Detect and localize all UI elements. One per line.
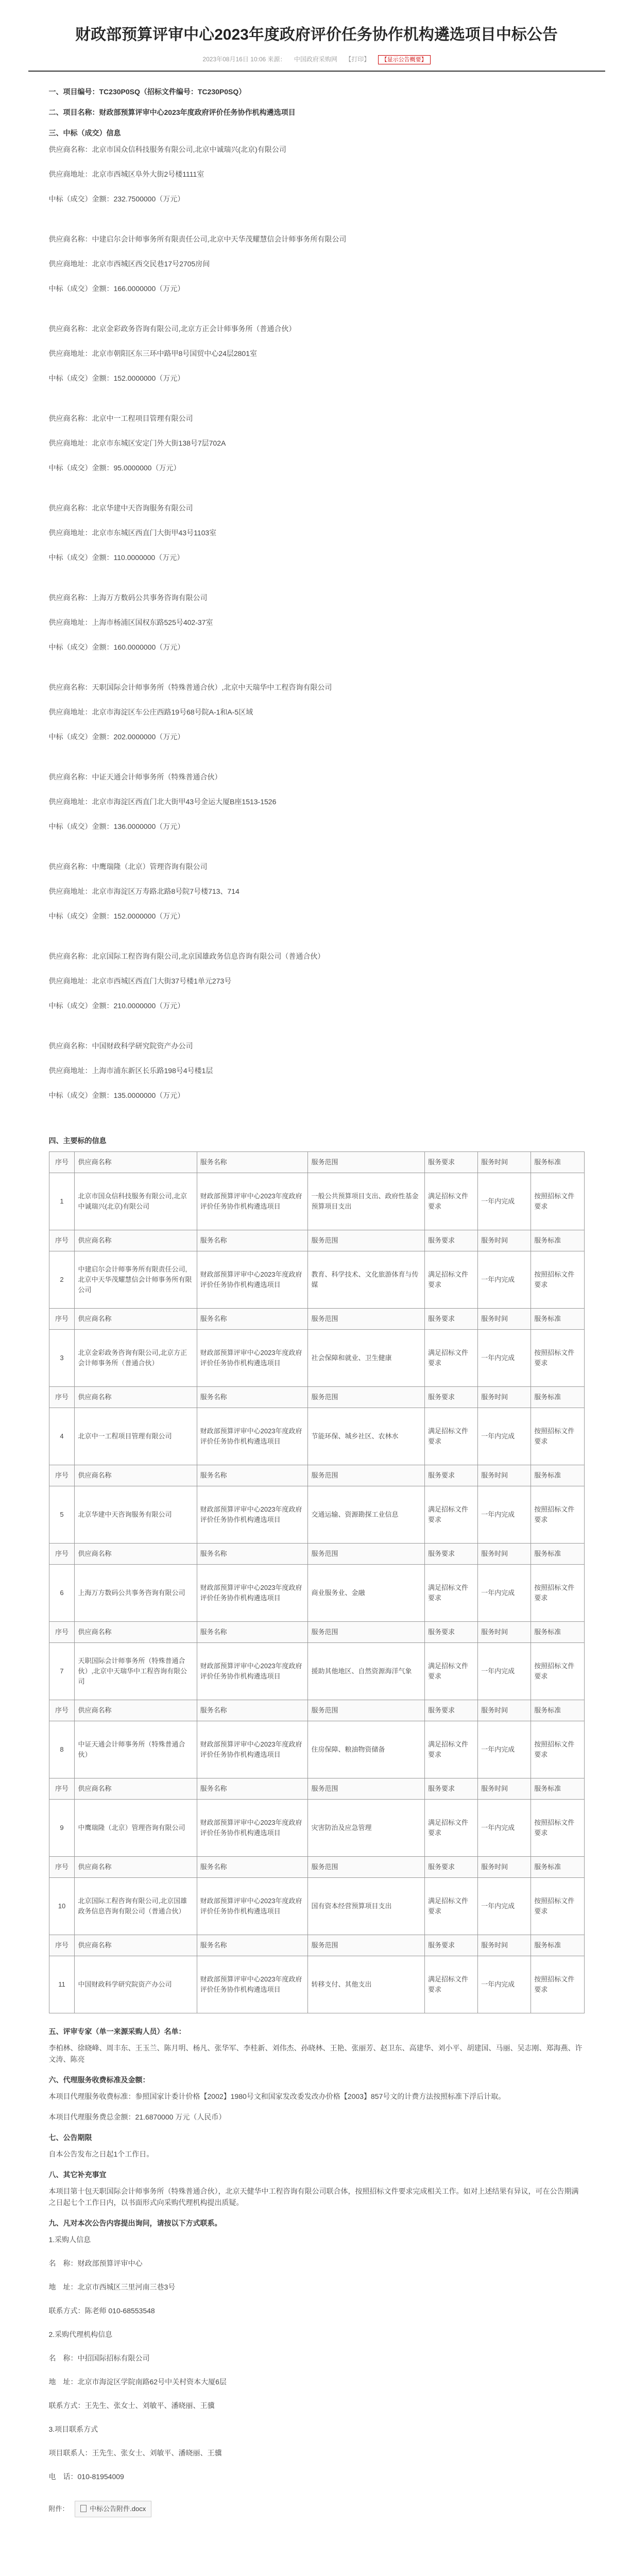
- header-cell: 供应商名称: [75, 1387, 197, 1408]
- header-cell: 序号: [49, 1935, 75, 1956]
- package-amount: 中标（成交）金额：152.0000000（万元）: [48, 374, 185, 382]
- purchaser-heading: 1.采购人信息: [48, 2235, 91, 2244]
- header-cell: 服务标准: [531, 1152, 584, 1173]
- title-divider: [28, 71, 605, 72]
- purchaser-address: 地 址：北京市西城区三里河南三巷3号: [48, 2283, 176, 2291]
- header-cell: 服务范围: [308, 1700, 425, 1721]
- cell-scope: 灾害防治及应急管理: [308, 1800, 425, 1857]
- header-cell: 供应商名称: [75, 1622, 197, 1643]
- package-address: 供应商地址：北京市东城区西直门大街甲43号1103室: [48, 529, 217, 537]
- header-cell: 序号: [49, 1230, 75, 1251]
- header-cell: 服务范围: [308, 1387, 425, 1408]
- header-cell: 序号: [49, 1544, 75, 1565]
- document-icon: [80, 2505, 87, 2512]
- package-spacer: [49, 577, 585, 588]
- award-package: [49, 861, 585, 946]
- package-spacer: [49, 487, 585, 498]
- cell-service: 财政部预算评审中心2023年度政府评价任务协作机构遴选项目: [197, 1486, 308, 1544]
- print-link[interactable]: 【打印】: [345, 56, 370, 63]
- header-cell: 服务范围: [308, 1622, 425, 1643]
- header-cell: 服务时间: [478, 1387, 531, 1408]
- package-address: 供应商地址：上海市杨浦区国权东路525号402-37室: [48, 618, 213, 626]
- header-cell: 供应商名称: [75, 1309, 197, 1330]
- cell-service: 财政部预算评审中心2023年度政府评价任务协作机构遴选项目: [197, 1565, 308, 1622]
- purchaser-name: 名 称：财政部预算评审中心: [48, 2259, 143, 2267]
- award-package: [49, 771, 585, 857]
- header-cell: 服务名称: [197, 1465, 308, 1486]
- table-header-row: [49, 1230, 584, 1251]
- header-cell: 服务名称: [197, 1778, 308, 1800]
- award-list: [49, 144, 585, 1126]
- header-cell: 服务名称: [197, 1387, 308, 1408]
- section-other-matters: 八、其它补充事宜: [48, 2171, 107, 2179]
- header-cell: 服务标准: [531, 1465, 584, 1486]
- cell-idx: 2: [49, 1251, 75, 1309]
- header-cell: 供应商名称: [75, 1857, 197, 1878]
- header-cell: 服务范围: [308, 1544, 425, 1565]
- announcement-body: [28, 86, 605, 2517]
- package-supplier: 供应商名称：北京中一工程项目管理有限公司: [48, 414, 193, 422]
- cell-name: 北京国际工程咨询有限公司,北京国雄政务信息咨询有限公司（普通合伙）: [75, 1878, 197, 1935]
- award-package: [49, 682, 585, 767]
- table-header-row: [49, 1544, 584, 1565]
- award-package: [49, 1040, 585, 1126]
- section-notice-period: 七、公告期限: [48, 2133, 92, 2142]
- cell-name: 中国财政科学研究院资产办公司: [75, 1956, 197, 2013]
- header-cell: 供应商名称: [75, 1544, 197, 1565]
- table-row: [49, 1330, 584, 1387]
- header-cell: 服务标准: [531, 1935, 584, 1956]
- cell-time: 一年内完成: [478, 1330, 531, 1387]
- publish-date: 2023年08月16日 10:06 来源：: [202, 56, 286, 63]
- attachment-label: 附件：: [48, 2505, 69, 2513]
- package-supplier: 供应商名称：上海万方数码公共事务咨询有限公司: [48, 594, 208, 602]
- table-row: [49, 1643, 584, 1700]
- award-package: [49, 502, 585, 588]
- header-cell: 序号: [49, 1778, 75, 1800]
- attachment-link[interactable]: [75, 2501, 151, 2517]
- section-main-items: 四、主要标的信息: [48, 1137, 107, 1145]
- table-header-row: [49, 1465, 584, 1486]
- cell-name: 中证天通会计师事务所（特殊普通合伙）: [75, 1721, 197, 1778]
- package-amount: 中标（成交）金额：136.0000000（万元）: [48, 822, 185, 831]
- project-contact-phone: 电 话：010-81954009: [48, 2472, 124, 2481]
- header-cell: 服务要求: [425, 1700, 478, 1721]
- cell-name: 北京中一工程项目管理有限公司: [75, 1408, 197, 1465]
- package-amount: 中标（成交）金额：202.0000000（万元）: [48, 733, 185, 741]
- cell-service: 财政部预算评审中心2023年度政府评价任务协作机构遴选项目: [197, 1878, 308, 1935]
- table-row: [49, 1956, 584, 2013]
- cell-scope: 住房保障、粮油物资储备: [308, 1721, 425, 1778]
- cell-name: 上海万方数码公共事务咨询有限公司: [75, 1565, 197, 1622]
- package-amount: 中标（成交）金额：232.7500000（万元）: [48, 195, 185, 203]
- agency-heading: 2.采购代理机构信息: [48, 2330, 113, 2338]
- header-cell: 服务时间: [478, 1465, 531, 1486]
- agency-phone: 联系方式：王先生、张女士、刘敏平、潘晓丽、王骥: [48, 2401, 215, 2410]
- header-cell: 供应商名称: [75, 1778, 197, 1800]
- cell-service: 财政部预算评审中心2023年度政府评价任务协作机构遴选项目: [197, 1956, 308, 2013]
- cell-service: 财政部预算评审中心2023年度政府评价任务协作机构遴选项目: [197, 1251, 308, 1309]
- table-header-row: [49, 1387, 584, 1408]
- cell-req: 满足招标文件要求: [425, 1643, 478, 1700]
- package-supplier: 供应商名称：北京国际工程咨询有限公司,北京国雄政务信息咨询有限公司（普通合伙）: [48, 952, 325, 960]
- header-cell: 供应商名称: [75, 1465, 197, 1486]
- table-row: [49, 1408, 584, 1465]
- table-header-row: [49, 1622, 584, 1643]
- package-spacer: [49, 218, 585, 229]
- project-contact-heading: 3.项目联系方式: [48, 2425, 98, 2433]
- cell-scope: 转移支付、其他支出: [308, 1956, 425, 2013]
- package-supplier: 供应商名称：北京金彩政务咨询有限公司,北京方正会计师事务所（普通合伙）: [48, 325, 296, 333]
- cell-scope: 交通运输、资源勘探工业信息: [308, 1486, 425, 1544]
- header-cell: 服务时间: [478, 1857, 531, 1878]
- package-supplier: 供应商名称：中证天通会计师事务所（特殊普通合伙）: [48, 773, 222, 781]
- header-cell: 序号: [49, 1700, 75, 1721]
- cell-req: 满足招标文件要求: [425, 1565, 478, 1622]
- project-contact-name: 项目联系人：王先生、张女士、刘敏平、潘晓丽、王骥: [48, 2449, 222, 2457]
- header-cell: 序号: [49, 1622, 75, 1643]
- package-supplier: 供应商名称：北京市国众信科技服务有限公司,北京中诚瑞兴(北京)有限公司: [48, 145, 286, 154]
- header-cell: 序号: [49, 1387, 75, 1408]
- section-experts: 五、评审专家（单一来源采购人员）名单：: [48, 2027, 186, 2036]
- cell-name: 北京金彩政务咨询有限公司,北京方正会计师事务所（普通合伙）: [75, 1330, 197, 1387]
- header-cell: 服务范围: [308, 1857, 425, 1878]
- header-cell: 服务标准: [531, 1387, 584, 1408]
- header-cell: 服务时间: [478, 1152, 531, 1173]
- header-cell: 服务标准: [531, 1309, 584, 1330]
- package-amount: 中标（成交）金额：95.0000000（万元）: [48, 464, 181, 472]
- package-supplier: 供应商名称：天职国际会计师事务所（特殊普通合伙）,北京中天瑞华中工程咨询有限公司: [48, 683, 332, 691]
- header-cell: 服务要求: [425, 1935, 478, 1956]
- cell-scope: 援助其他地区、自然资源海洋气象: [308, 1643, 425, 1700]
- header-cell: 服务要求: [425, 1152, 478, 1173]
- cell-idx: 10: [49, 1878, 75, 1935]
- header-cell: 服务标准: [531, 1700, 584, 1721]
- package-address: 供应商地址：北京市海淀区西直门北大街甲43号金运大厦B座1513-1526: [48, 798, 277, 806]
- package-amount: 中标（成交）金额：166.0000000（万元）: [48, 284, 185, 293]
- header-cell: 序号: [49, 1465, 75, 1486]
- cell-time: 一年内完成: [478, 1565, 531, 1622]
- package-spacer: [49, 935, 585, 946]
- cell-time: 一年内完成: [478, 1956, 531, 2013]
- purchaser-phone: 联系方式：陈老师 010-68553548: [48, 2307, 155, 2315]
- project-name: 二、项目名称：财政部预算评审中心2023年度政府评价任务协作机构遴选项目: [48, 108, 296, 116]
- cell-scope: 一般公共预算项目支出、政府性基金预算项目支出: [308, 1173, 425, 1230]
- package-address: 供应商地址：北京市海淀区万寿路北路8号院7号楼713、714: [48, 887, 239, 895]
- header-cell: 服务时间: [478, 1700, 531, 1721]
- package-address: 供应商地址：北京市西城区西直门大街37号楼1单元273号: [48, 977, 232, 985]
- package-spacer: [49, 666, 585, 677]
- package-address: 供应商地址：北京市朝阳区东三环中路甲8号国贸中心24层2801室: [48, 349, 258, 358]
- header-cell: 服务名称: [197, 1935, 308, 1956]
- section-award-info: 三、中标（成交）信息: [48, 129, 121, 137]
- cell-service: 财政部预算评审中心2023年度政府评价任务协作机构遴选项目: [197, 1330, 308, 1387]
- section-contact: 九、凡对本次公告内容提出询问，请按以下方式联系。: [48, 2219, 222, 2227]
- other-matters: 本项目第十包天职国际会计师事务所（特殊普通合伙），北京天健华中工程咨询有限公司联合体，按照招标文件要求完成相关工作。如对上述结果有异议，可在公告期满之日起七个工作日内，以书面形式向采购代理机构提出质疑。: [48, 2187, 579, 2207]
- cell-scope: 国有资本经营预算项目支出: [308, 1878, 425, 1935]
- header-cell: 服务名称: [197, 1230, 308, 1251]
- table-row: [49, 1721, 584, 1778]
- cell-std: 按照招标文件要求: [531, 1408, 584, 1465]
- table-row: [49, 1173, 584, 1230]
- package-spacer: [49, 1114, 585, 1126]
- package-amount: 中标（成交）金额：210.0000000（万元）: [48, 1002, 185, 1010]
- notice-period: 自本公告发布之日起1个工作日。: [48, 2150, 154, 2158]
- header-cell: 服务名称: [197, 1152, 308, 1173]
- cell-req: 满足招标文件要求: [425, 1721, 478, 1778]
- cell-std: 按照招标文件要求: [531, 1800, 584, 1857]
- header-cell: 服务标准: [531, 1622, 584, 1643]
- package-amount: 中标（成交）金额：160.0000000（万元）: [48, 643, 185, 651]
- package-spacer: [49, 756, 585, 767]
- cell-time: 一年内完成: [478, 1408, 531, 1465]
- award-package: [49, 323, 585, 409]
- header-cell: 服务时间: [478, 1309, 531, 1330]
- header-cell: 服务名称: [197, 1700, 308, 1721]
- header-cell: 服务名称: [197, 1309, 308, 1330]
- header-cell: 服务标准: [531, 1778, 584, 1800]
- header-cell: 服务范围: [308, 1465, 425, 1486]
- meta-bar: [28, 55, 605, 64]
- package-amount: 中标（成交）金额：135.0000000（万元）: [48, 1091, 185, 1099]
- table-header-row: [49, 1152, 584, 1173]
- header-cell: 供应商名称: [75, 1700, 197, 1721]
- table-row: [49, 1251, 584, 1309]
- cell-scope: 商业服务业、金融: [308, 1565, 425, 1622]
- header-cell: 服务名称: [197, 1622, 308, 1643]
- header-cell: 服务标准: [531, 1230, 584, 1251]
- header-cell: 服务要求: [425, 1309, 478, 1330]
- header-cell: 服务要求: [425, 1622, 478, 1643]
- cell-std: 按照招标文件要求: [531, 1565, 584, 1622]
- cell-std: 按照招标文件要求: [531, 1251, 584, 1309]
- header-cell: 序号: [49, 1309, 75, 1330]
- package-amount: 中标（成交）金额：152.0000000（万元）: [48, 912, 185, 920]
- award-package: [49, 233, 585, 319]
- cell-req: 满足招标文件要求: [425, 1956, 478, 2013]
- header-cell: 服务时间: [478, 1935, 531, 1956]
- cell-scope: 社会保障和就业、卫生健康: [308, 1330, 425, 1387]
- cell-idx: 5: [49, 1486, 75, 1544]
- cell-req: 满足招标文件要求: [425, 1408, 478, 1465]
- cell-time: 一年内完成: [478, 1721, 531, 1778]
- cell-name: 天职国际会计师事务所（特殊普通合伙）,北京中天瑞华中工程咨询有限公司: [75, 1643, 197, 1700]
- cell-idx: 11: [49, 1956, 75, 2013]
- table-header-row: [49, 1857, 584, 1878]
- header-cell: 服务要求: [425, 1387, 478, 1408]
- cell-req: 满足招标文件要求: [425, 1800, 478, 1857]
- package-spacer: [49, 308, 585, 319]
- cell-req: 满足招标文件要求: [425, 1330, 478, 1387]
- cell-time: 一年内完成: [478, 1486, 531, 1544]
- cell-service: 财政部预算评审中心2023年度政府评价任务协作机构遴选项目: [197, 1643, 308, 1700]
- package-spacer: [49, 397, 585, 409]
- award-package: [49, 592, 585, 677]
- cell-idx: 3: [49, 1330, 75, 1387]
- header-cell: 服务要求: [425, 1857, 478, 1878]
- table-header-row: [49, 1778, 584, 1800]
- table-row: [49, 1800, 584, 1857]
- cell-std: 按照招标文件要求: [531, 1956, 584, 2013]
- cell-idx: 6: [49, 1565, 75, 1622]
- cell-time: 一年内完成: [478, 1173, 531, 1230]
- package-supplier: 供应商名称：中鹰瑞隆（北京）管理咨询有限公司: [48, 862, 208, 871]
- cell-std: 按照招标文件要求: [531, 1330, 584, 1387]
- package-supplier: 供应商名称：北京华建中天咨询服务有限公司: [48, 504, 193, 512]
- table-row: [49, 1565, 584, 1622]
- source-link[interactable]: 中国政府采购网: [294, 56, 337, 63]
- header-cell: 服务要求: [425, 1778, 478, 1800]
- package-address: 供应商地址：北京市海淀区车公庄西路19号68号院A-1和A-5区域: [48, 708, 253, 716]
- package-spacer: [49, 1025, 585, 1036]
- header-cell: 服务时间: [478, 1778, 531, 1800]
- header-cell: 服务要求: [425, 1465, 478, 1486]
- award-package: [49, 144, 585, 229]
- page: [28, 0, 605, 2517]
- page-title: 财政部预算评审中心2023年度政府评价任务协作机构遴选项目中标公告: [75, 26, 558, 43]
- cell-req: 满足招标文件要求: [425, 1173, 478, 1230]
- package-supplier: 供应商名称：中建启尔会计师事务所有限责任公司,北京中天华茂耀慧信会计师事务所有限公司: [48, 235, 347, 243]
- header-cell: 序号: [49, 1152, 75, 1173]
- header-cell: 服务标准: [531, 1544, 584, 1565]
- package-supplier: 供应商名称：中国财政科学研究院资产办公司: [48, 1042, 193, 1050]
- package-address: 供应商地址：北京市西城区阜外大街2号楼1111室: [48, 170, 204, 178]
- cell-req: 满足招标文件要求: [425, 1251, 478, 1309]
- cell-service: 财政部预算评审中心2023年度政府评价任务协作机构遴选项目: [197, 1408, 308, 1465]
- table-row: [49, 1486, 584, 1544]
- fee-amount: 本项目代理服务费总金额：21.6870000 万元（人民币）: [48, 2113, 226, 2121]
- header-cell: 服务范围: [308, 1309, 425, 1330]
- cell-name: 中建启尔会计师事务所有限责任公司,北京中天华茂耀慧信会计师事务所有限公司: [75, 1251, 197, 1309]
- main-items-table: [49, 1151, 585, 2013]
- header-cell: 服务标准: [531, 1857, 584, 1878]
- table-header-row: [49, 1700, 584, 1721]
- cell-idx: 4: [49, 1408, 75, 1465]
- cell-name: 北京市国众信科技服务有限公司,北京中诚瑞兴(北京)有限公司: [75, 1173, 197, 1230]
- cell-name: 中鹰瑞隆（北京）管理咨询有限公司: [75, 1800, 197, 1857]
- cell-time: 一年内完成: [478, 1878, 531, 1935]
- cell-std: 按照招标文件要求: [531, 1878, 584, 1935]
- cell-req: 满足招标文件要求: [425, 1486, 478, 1544]
- header-cell: 服务范围: [308, 1778, 425, 1800]
- cell-idx: 1: [49, 1173, 75, 1230]
- attachment-row: [49, 2501, 585, 2517]
- header-cell: 服务时间: [478, 1622, 531, 1643]
- fee-standard: 本项目代理服务收费标准：参照国家计委计价格【2002】1980号文和国家发改委发改办价格【2003】857号文的计费方法按照标准下浮后计取。: [48, 2092, 506, 2100]
- header-cell: 服务范围: [308, 1152, 425, 1173]
- header-cell: 服务名称: [197, 1544, 308, 1565]
- agency-name: 名 称：中招国际招标有限公司: [48, 2354, 150, 2362]
- header-cell: 服务时间: [478, 1230, 531, 1251]
- cell-std: 按照招标文件要求: [531, 1643, 584, 1700]
- cell-std: 按照招标文件要求: [531, 1486, 584, 1544]
- header-cell: 序号: [49, 1857, 75, 1878]
- header-cell: 供应商名称: [75, 1152, 197, 1173]
- summary-badge[interactable]: 【显示公告概要】: [378, 55, 431, 64]
- award-package: [49, 951, 585, 1036]
- table-header-row: [49, 1309, 584, 1330]
- cell-time: 一年内完成: [478, 1251, 531, 1309]
- cell-std: 按照招标文件要求: [531, 1173, 584, 1230]
- package-address: 供应商地址：北京市西城区西交民巷17号2705房间: [48, 260, 210, 268]
- header-cell: 服务名称: [197, 1857, 308, 1878]
- package-address: 供应商地址：北京市东城区安定门外大街138号7层702A: [48, 439, 226, 447]
- header-cell: 服务范围: [308, 1230, 425, 1251]
- header-cell: 服务要求: [425, 1544, 478, 1565]
- cell-service: 财政部预算评审中心2023年度政府评价任务协作机构遴选项目: [197, 1173, 308, 1230]
- cell-idx: 7: [49, 1643, 75, 1700]
- table-row: [49, 1878, 584, 1935]
- cell-scope: 教育、科学技术、文化旅游体育与传媒: [308, 1251, 425, 1309]
- package-address: 供应商地址：上海市浦东新区长乐路198号4号楼1层: [48, 1066, 213, 1075]
- cell-service: 财政部预算评审中心2023年度政府评价任务协作机构遴选项目: [197, 1800, 308, 1857]
- cell-std: 按照招标文件要求: [531, 1721, 584, 1778]
- award-package: [49, 413, 585, 498]
- header-cell: 服务范围: [308, 1935, 425, 1956]
- cell-time: 一年内完成: [478, 1643, 531, 1700]
- cell-service: 财政部预算评审中心2023年度政府评价任务协作机构遴选项目: [197, 1721, 308, 1778]
- cell-req: 满足招标文件要求: [425, 1878, 478, 1935]
- attachment-filename: 中标公告附件.docx: [90, 2505, 146, 2513]
- project-number: 一、项目编号：TC230P0SQ（招标文件编号：TC230P0SQ）: [48, 88, 246, 96]
- header-cell: 供应商名称: [75, 1230, 197, 1251]
- header-cell: 服务时间: [478, 1544, 531, 1565]
- section-agency-fee: 六、代理服务收费标准及金额：: [48, 2076, 150, 2084]
- table-header-row: [49, 1935, 584, 1956]
- header-cell: 服务要求: [425, 1230, 478, 1251]
- cell-scope: 节能环保、城乡社区、农林水: [308, 1408, 425, 1465]
- package-spacer: [49, 845, 585, 857]
- experts-list: 李柏林、徐晓峰、周丰东、王玉兰、陈月明、杨凡、张华军、李桂新、刘伟杰、孙晓林、王艳、张丽芳、赵卫东、高建华、刘小平、胡建国、马丽、吴志刚、郑海燕、许文涛、陈亮: [48, 2044, 583, 2063]
- agency-address: 地 址：北京市海淀区学院南路62号中关村资本大厦6层: [48, 2378, 227, 2386]
- cell-idx: 8: [49, 1721, 75, 1778]
- cell-time: 一年内完成: [478, 1800, 531, 1857]
- package-amount: 中标（成交）金额：110.0000000（万元）: [48, 553, 184, 562]
- cell-name: 北京华建中天咨询服务有限公司: [75, 1486, 197, 1544]
- header-cell: 供应商名称: [75, 1935, 197, 1956]
- cell-idx: 9: [49, 1800, 75, 1857]
